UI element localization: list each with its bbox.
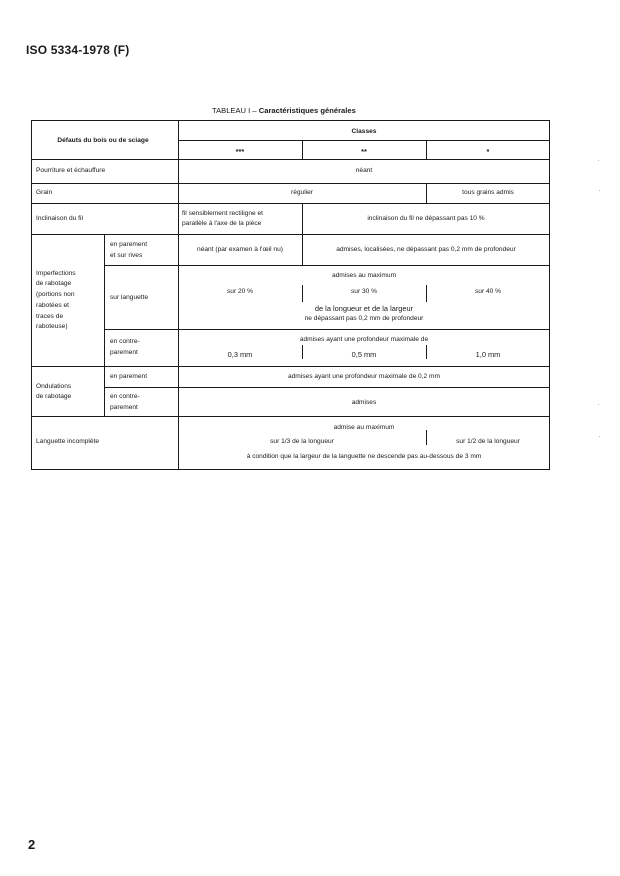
imp-languette-2: sur 30 % xyxy=(350,288,378,295)
table-caption-title: Caractéristiques générales xyxy=(258,106,356,115)
inclinaison-value-3-line2: parallèle à l'axe de la pièce xyxy=(182,220,262,227)
ond-contre-value: admises xyxy=(351,399,377,406)
table-caption xyxy=(212,106,356,115)
rule-header-grade-1 xyxy=(426,140,427,159)
grade-2-stars: ** xyxy=(361,147,367,156)
imp-languette-1: sur 40 % xyxy=(474,288,502,295)
rule-defects-col-lower xyxy=(178,183,179,234)
languette-incomplete-bottom: à condition que la largeur de la languette ne descende pas au-dessous de 3 mm xyxy=(246,453,482,460)
grain-value-main: régulier xyxy=(291,189,313,196)
scan-artifact xyxy=(599,436,600,437)
rule-languette-incomplete-col xyxy=(178,416,179,470)
imp-languette-bottom-1: de la longueur et de la largeur xyxy=(314,304,414,313)
imperfections-label-4: rabotées et xyxy=(36,302,69,309)
inclinaison-value-3-line1: fil sensiblement rectiligne et xyxy=(182,210,263,217)
pourriture-value: néant xyxy=(355,167,373,174)
imp-contre-top: admises ayant une profondeur maximale de xyxy=(299,336,429,343)
imp-languette-bottom-2: ne dépassant pas 0,2 mm de profondeur xyxy=(304,315,424,322)
ondulations-label-2: de rabotage xyxy=(36,393,72,400)
imperfections-label-6: raboteuse) xyxy=(36,323,68,330)
rule-header-bottom xyxy=(31,159,550,160)
languette-incomplete-value-32: sur 1/3 de la longueur xyxy=(270,438,334,445)
imp-parement-value-rest: admises, localisées, ne dépassant pas 0,2 mm de profondeur xyxy=(336,246,516,253)
ond-parement-value: admises ayant une profondeur maximale de 0,2 mm xyxy=(287,373,441,380)
scan-artifact xyxy=(598,404,599,405)
document-header: ISO 5334-1978 (F) xyxy=(26,43,130,57)
rule-ondulations-bottom xyxy=(31,416,550,417)
tick-contre-1 xyxy=(426,345,427,359)
imp-parement-value-3: néant (par examen à l'œil nu) xyxy=(197,246,283,253)
page-number: 2 xyxy=(28,837,36,852)
pourriture-label: Pourriture et échauffure xyxy=(36,167,106,174)
imp-contre-2: 0,5 mm xyxy=(351,350,377,359)
grain-label: Grain xyxy=(36,189,53,196)
rule-values-col-imp xyxy=(178,234,179,416)
ond-contre-label-1: en contre- xyxy=(110,393,140,400)
imp-languette-top: admises au maximum xyxy=(331,272,397,279)
characteristics-table xyxy=(31,120,550,470)
imperfections-label-3: (portions non xyxy=(36,291,75,298)
rule-defects-col xyxy=(178,120,179,183)
scan-artifact xyxy=(598,160,599,161)
ond-contre-label-2: parement xyxy=(110,404,138,411)
table-caption-prefix: TABLEAU I – xyxy=(212,106,257,115)
imp-parement-label-1: en parement xyxy=(110,241,148,248)
tick-languette-incomplete xyxy=(426,430,427,445)
grade-3-stars: *** xyxy=(235,147,245,156)
ond-parement-label: en parement xyxy=(110,373,148,380)
ondulations-label-1: Ondulations xyxy=(36,383,72,390)
languette-incomplete-top: admise au maximum xyxy=(333,424,395,431)
languette-incomplete-label: Languette incomplète xyxy=(36,438,100,445)
imp-parement-label-2: et sur rives xyxy=(110,252,143,259)
rule-grain-col xyxy=(426,183,427,203)
imp-contre-1: 1,0 mm xyxy=(475,350,501,359)
rule-imp-parement-col xyxy=(302,234,303,265)
imp-languette-label: sur languette xyxy=(110,294,149,301)
rule-classes-under xyxy=(178,140,550,141)
tick-languette-1 xyxy=(426,285,427,302)
imperfections-label-2: de rabotage xyxy=(36,280,72,287)
imperfections-label-1: Imperfections xyxy=(36,270,76,277)
languette-incomplete-value-1: sur 1/2 de la longueur xyxy=(456,438,520,445)
inclinaison-value-rest: inclinaison du fil ne dépassant pas 10 % xyxy=(367,215,485,222)
tick-contre-2 xyxy=(302,345,303,359)
rule-imp-parement-bottom xyxy=(104,265,550,266)
tick-languette-2 xyxy=(302,285,303,302)
rule-inclinaison-col xyxy=(302,203,303,234)
rule-inclinaison-bottom xyxy=(31,234,550,235)
inclinaison-label: Inclinaison du fil xyxy=(36,215,83,222)
grade-1-star: * xyxy=(486,147,490,156)
rule-ond-parement-bottom xyxy=(104,387,550,388)
rule-pourriture-bottom xyxy=(31,183,550,184)
rule-header-grade-2 xyxy=(302,140,303,159)
imp-contre-3: 0,3 mm xyxy=(227,350,253,359)
col-header-defects: Défauts du bois ou de sciage xyxy=(57,137,149,144)
rule-imperfections-bottom xyxy=(31,366,550,367)
imp-contre-label-2: parement xyxy=(110,349,138,356)
rule-grain-bottom xyxy=(31,203,550,204)
imperfections-label-5: traces de xyxy=(36,313,64,320)
col-header-classes: Classes xyxy=(351,128,377,135)
rule-sublabel-col xyxy=(104,234,105,416)
grain-value-1: tous grains admis xyxy=(462,189,514,196)
scan-artifact xyxy=(599,190,600,191)
imp-contre-label-1: en contre- xyxy=(110,338,140,345)
imp-languette-3: sur 20 % xyxy=(226,288,254,295)
rule-imp-languette-bottom xyxy=(104,329,550,330)
